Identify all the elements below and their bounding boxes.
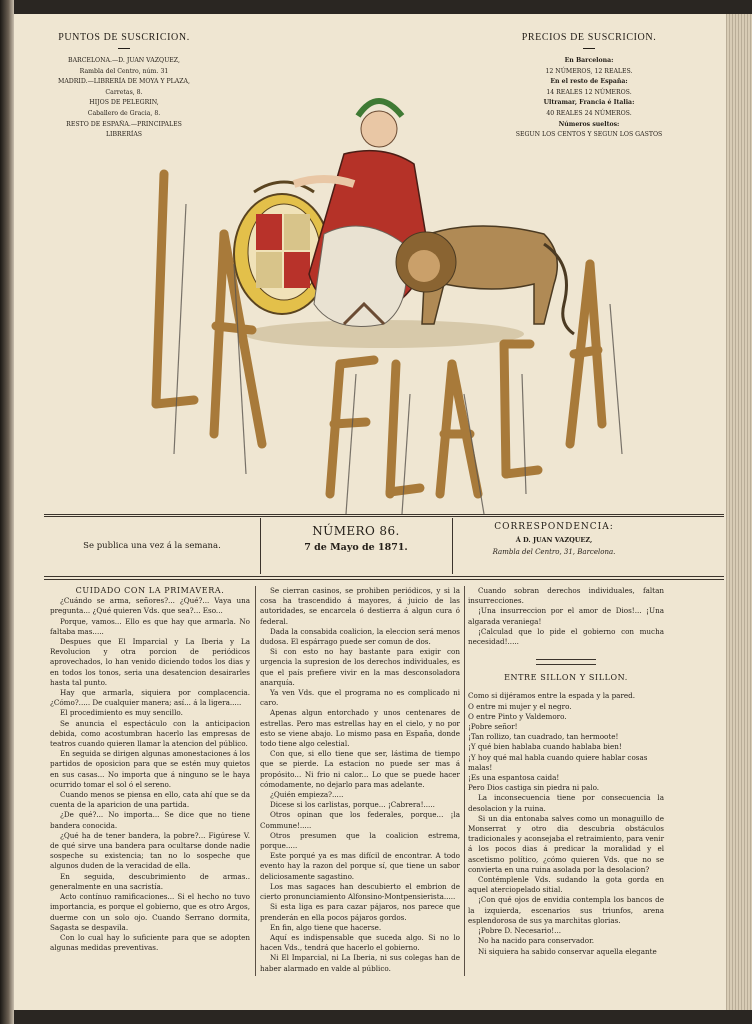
verse-line: O entre Pinto y Valdemoro.	[468, 711, 567, 721]
paragraph: Ya ven Vds. que el programa no es complicado ni caro.	[260, 688, 460, 708]
subscription-points-title: PUNTOS DE SUSCRICION.	[58, 32, 190, 43]
article-title: CUIDADO CON LA PRIMAVERA.	[75, 586, 225, 595]
verse-line: ¡Y hoy qué mal habla cuando quiere hablar cosas malas!	[468, 752, 648, 772]
paragraph: Contémplenle Vds. sudando la gota gorda en aquel aterciopelado sitial.	[468, 875, 664, 895]
paragraph: Cuando sobran derechos individuales, faltan insurrecciones.	[468, 586, 664, 606]
paragraph: Los mas sagaces han descubierto el embrion de cierto pronunciamiento Alfonsino-Montpensierista.....	[260, 881, 460, 902]
paragraph: Apenas algun entorchado y unos centenares de estrellas. Pero mas estrellas hay en el cielo, y no por esto se viene abajo. Lo mismo pasa en España, donde todo tiene algo celestial.	[260, 708, 460, 749]
paragraph: Dicese si los carlistas, porque... ¡Cabrera!.....	[270, 800, 435, 810]
correspondence-name: Á D. JUAN VAZQUEZ,	[515, 536, 593, 544]
subscription-line: LIBRERÍAS	[105, 131, 143, 139]
page-edges	[724, 14, 752, 1010]
divider	[260, 518, 261, 574]
divider	[44, 576, 724, 577]
issue-info-band	[44, 514, 724, 582]
divider	[583, 48, 595, 49]
paragraph: ¿De qué?... No importa... Se dice que no tiene bandera conocida.	[50, 810, 250, 830]
subscription-prices-title: PRECIOS DE SUSCRICION.	[521, 32, 657, 43]
divider	[452, 518, 453, 574]
ornament-divider	[536, 659, 596, 665]
newspaper-page	[14, 14, 726, 1010]
paragraph: Si con esto no hay bastante para exigir con urgencia la supresion de los derechos individuales, es que el país prefiere vivir en la mas desconsoladora anarquía.	[260, 647, 460, 687]
paragraph: Con lo cual hay lo suficiente para que se adopten algunas medidas preventivas.	[50, 932, 250, 953]
price-line: 12 NÚMEROS, 12 REALES.	[545, 67, 633, 75]
article-column-2	[260, 586, 460, 974]
paragraph: Acto contínuo ramificaciones... Si el hecho no tuvo importancia, es porque el gobierno, que es otro Argos, duerme con un solo ojo. Cuando Serrano dormita, Sagasta se despavila.	[50, 892, 250, 932]
correspondence	[454, 522, 654, 556]
paragraph: En fin, algo tiene que hacerse.	[270, 922, 382, 932]
correspondence-title: CORRESPONDENCIA:	[494, 522, 614, 532]
paragraph: Aquí es indispensable que suceda algo. Si no lo hacen Vds., tendrá que hacerlo el gobierno.	[260, 932, 460, 953]
price-line: En el resto de España:	[550, 78, 628, 86]
article-column-3	[468, 586, 664, 957]
paragraph: Se cierran casinos, se prohiben periódicos, y si la cosa ha trascendido á mayores, á juicio de las autoridades, se encarcela ó destierra á algun cura ó federal.	[260, 586, 460, 626]
price-line: Números sueltos:	[558, 120, 620, 128]
price-line: Ultramar, Francia é Italia:	[543, 99, 635, 107]
paragraph: Este porqué ya es mas difícil de encontrar. A todo evento hay la razon del porque sí, que tiene un sabor deliciosamente sagastino.	[260, 851, 460, 881]
paragraph: Si esta liga es para cazar pájaros, nos parece que prenderán en ella pocos pájaros gordos.	[260, 902, 460, 922]
correspondence-address: Rambla del Centro, 31, Barcelona.	[492, 548, 616, 556]
price-line: 14 REALES 12 NÚMEROS.	[546, 88, 632, 96]
subscription-line: Rambla del Centro, núm. 31	[79, 67, 169, 75]
subscription-line: BARCELONA.—D. JUAN VAZQUEZ,	[68, 57, 180, 64]
paragraph: Porque, vamos... Ello es que hay que armarla. No faltaba mas.....	[50, 616, 250, 636]
paragraph: Se anuncia el espectáculo con la anticipacion debida, como acostumbran hacerlo las empresas de teatros cuando quieren llamar la atencion del público.	[50, 718, 250, 749]
paragraph: En seguida se dirigen algunas amonestaciones á los partidos de oposicion para que se estén muy quietos en sus casas... No importa que á ninguno se le haya ocurrido tomar el sol ó el sereno.	[50, 749, 250, 789]
paragraph: Dada la consabida coalicion, la eleccion será menos dudosa. El espárrago puede ser comun de dos.	[260, 626, 460, 647]
price-line: 40 REALES 24 NÚMEROS.	[546, 109, 632, 117]
paragraph: Si un dia entonaba salves como un monaguillo de Monserrat y otro dia descubria obstáculos tradicionales y aconsejaba el retraimiento, para venir á los pocos dias á predicar la moralidad y el ascetismo político, ¿cómo quieren Vds. que no se convierta en una ruina asolada por la desolacion?	[468, 813, 664, 874]
paragraph: Ni siquiera ha sabido conservar aquella elegante	[478, 946, 657, 956]
divider	[118, 48, 130, 49]
paragraph: ¡Pobre D. Necesario!...	[478, 926, 562, 936]
subscription-line: Caballero de Gracia, 8.	[87, 109, 161, 117]
verse-line: Como si dijéramos entre la espada y la pared.	[468, 691, 636, 701]
column-divider	[464, 586, 465, 976]
paragraph: Otros opinan que los federales, porque... ¡la Commune!.....	[260, 810, 460, 830]
paragraph: Despues que El Imparcial y La Iberia y La Revolucion y otra porcion de periódicos aprovechados, lo han venido diciendo todos los dias y en todos los tonos, seria una desatencion desairarles hasta tal punto.	[50, 637, 250, 687]
lion-icon	[396, 226, 574, 334]
subscription-line: RESTO DE ESPAÑA.—PRINCIPALES	[66, 120, 182, 128]
price-line: En Barcelona:	[564, 57, 614, 64]
paragraph: ¿Quién empieza?.....	[270, 790, 344, 800]
paragraph: Ni El Imparcial, ni La Iberia, ni sus colegas han de haber alarmado en valde al público.	[260, 953, 460, 973]
paragraph: En seguida, descubrimiento de armas.. generalmente en una sacristía.	[50, 871, 250, 891]
verse-line: ¡Tan rollizo, tan cuadrado, tan hermoote!	[468, 732, 619, 742]
paragraph: Otros presumen que la coalicion estrema, porque.....	[260, 830, 460, 851]
verse-block	[468, 691, 664, 793]
paragraph: No ha nacido para conservador.	[478, 936, 595, 946]
verse-line: ¡Es una espantosa caida!	[468, 773, 560, 783]
verse-line: O entre mi mujer y el negro.	[468, 701, 572, 711]
subscription-line: HIJOS DE PELEGRIN,	[89, 99, 159, 107]
article-column-1	[50, 586, 250, 953]
paragraph: Hay que armarla, siquiera por complacencia. ¿Cómo?..... De cualquier manera; así... á la ligera.....	[50, 688, 250, 708]
book-spine	[0, 0, 14, 1024]
verse-line: ¡Pobre señor!	[468, 722, 518, 732]
paragraph: La inconsecuencia tiene por consecuencia la desolacion y la ruina.	[468, 793, 664, 813]
article-title: ENTRE SILLON Y SILLON.	[504, 673, 628, 683]
paragraph: El procedimiento es muy sencillo.	[60, 708, 183, 718]
paragraph: ¿Qué ha de tener bandera, la pobre?... Figúrese V. de qué sirve una bandera para ocultarse donde nadie sospeche su existencia; tan no lo sospeche que algunos duden de la veracidad de ella.	[50, 830, 250, 871]
divider	[44, 579, 724, 580]
verse-line: Pero Dios castiga sin piedra ni palo.	[468, 783, 600, 793]
price-line: SEGUN LOS CENTOS Y SEGUN LOS GASTOS	[515, 131, 663, 139]
paragraph: ¡Con qué ojos de envidia contempla los bancos de la izquierda, escenarios sus triunfos, arena esplendorosa de sus ya marchitas glorias.	[468, 895, 664, 925]
paragraph: ¡Una insurreccion por el amor de Dios!... ¡Una algarada veraniega!	[468, 606, 664, 626]
verse-line: ¡Y qué bien hablaba cuando hablaba bien!	[468, 742, 622, 752]
issue-number-date	[262, 524, 450, 553]
issue-date: 7 de Mayo de 1871.	[304, 542, 408, 553]
paragraph: Cuando menos se piensa en ello, cata ahí que se da cuenta de la aparicion de una partida.	[50, 790, 250, 810]
subscription-line: MADRID.—LIBRERÍA DE MOYA Y PLAZA,	[58, 78, 190, 86]
paragraph: Con que, si ello tiene que ser, lástima de tiempo que se pierde. La estacion no puede ser mas á propósito... Ni frio ni calor... Lo que se puede hacer cómodamente, no dejarlo para mas adelante.	[260, 749, 460, 789]
paragraph: ¡Calculad que lo pide el gobierno con mucha necesidad!.....	[468, 626, 664, 647]
subscription-line: Carretas, 8.	[105, 88, 143, 96]
issue-number: NÚMERO 86.	[312, 524, 400, 538]
paragraph: ¿Cuándo se arma, señores?... ¿Qué?... Vaya una pregunta... ¿Qué quieren Vds. que sea?... Eso...	[50, 596, 250, 616]
masthead-illustration	[134, 74, 634, 524]
column-divider	[255, 586, 256, 976]
publication-frequency: Se publica una vez á la semana.	[83, 541, 221, 551]
